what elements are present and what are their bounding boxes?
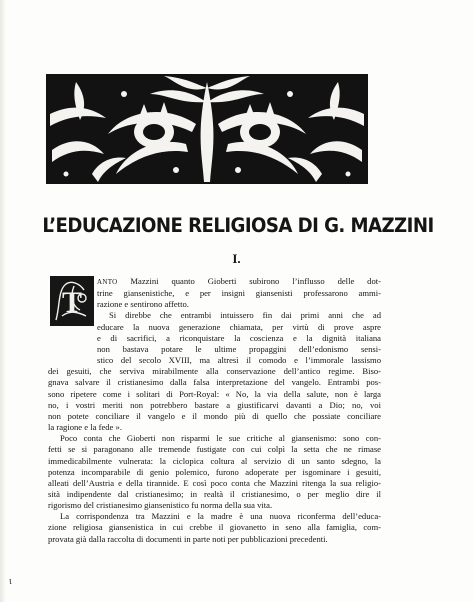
article-body — [48, 276, 381, 545]
section-number: I. — [232, 251, 241, 266]
text-line: alleati dell’Austria e della tirannide. E così poco conta che Mazzini ritenga la sua religio- — [48, 477, 381, 488]
text-line: e di sacrifici, a riconquistare la coscienza e la dignità italiana — [97, 332, 381, 343]
text-line: rigorismo del cristianesimo giansenistico fu norma della sua vita. — [48, 500, 273, 511]
floral-woodcut-ornament-icon — [46, 74, 368, 184]
article-title: L’EDUCAZIONE RELIGIOSA DI G. MAZZINI — [42, 214, 434, 237]
text-line: no, i vostri meriti non potrebbero bastare a giustificarvi davanti a Dio; no, voi — [48, 399, 381, 410]
text-line: immedicabilmente vulnerata: la ciclopica coltura al servizio di un santo sdegno, la — [48, 455, 381, 466]
text-line: Si direbbe che entrambi intuissero fin dai primi anni che ad — [109, 310, 381, 321]
text-line: trine giansenistiche, e per insigni giansenisti professarono ammi- — [97, 288, 381, 299]
text-line: sono ripetere come i solitari di Port-Royal: « No, la via della salute, non è larga — [48, 388, 381, 399]
text-line: potenza incomparabile di genio polemico, furono adoperate per isgominare i gesuiti, — [48, 466, 381, 477]
text-line: non potete conciliare il vangelo e il mondo più di quello che possiate conciliare — [48, 410, 381, 421]
text-line: non bastava potare le ultime propaggini dell’edonismo sensi- — [97, 343, 381, 354]
scan-mark: ι — [9, 576, 12, 587]
lead-word: ANTO — [97, 278, 118, 286]
text-line: stico del secolo XVIII, ma altresì il comodo e l’immorale lassismo — [97, 355, 381, 366]
text-line: razione e sentirono affetto. — [97, 299, 189, 310]
text-line: sità indipendente dal cristianesimo; in realtà il cristianesimo, o per meglio dire il — [48, 488, 381, 499]
text-line: dei gesuiti, che serviva mirabilmente alla conservazione dell’antico regime. Biso- — [48, 366, 381, 377]
text-line: La corrispondenza tra Mazzini e la madre è una nuova riconferma dell’educa- — [60, 511, 381, 522]
text-line: zione religiosa giansenistica in cui crebbe il giovanetto in seno alla famiglia, com- — [48, 522, 381, 533]
text-line: Poco conta che Gioberti non risparmi le sue critiche al giansenismo: sono con- — [60, 433, 381, 444]
text-line: la ragione e la fede ». — [48, 422, 122, 433]
text-line: fetti se si paragonano alle tremende fustigate con cui colpì la setta che ne rimase — [48, 444, 381, 455]
text-line: provata già dalla raccolta di documenti in parte noti per pubblicazioni precedenti. — [48, 533, 328, 544]
scan-edge — [0, 0, 6, 602]
text-line: educare la nuova generazione chiamata, per virtù di prove aspre — [97, 321, 381, 332]
svg-text:T: T — [61, 286, 83, 319]
text-line: gnava salvare il cristianesimo dalla falsa interpretazione del vangelo. Entrambi pos- — [48, 377, 381, 388]
text-line: ANTO Mazzini quanto Gioberti subirono l’influsso delle dot- — [97, 276, 381, 286]
